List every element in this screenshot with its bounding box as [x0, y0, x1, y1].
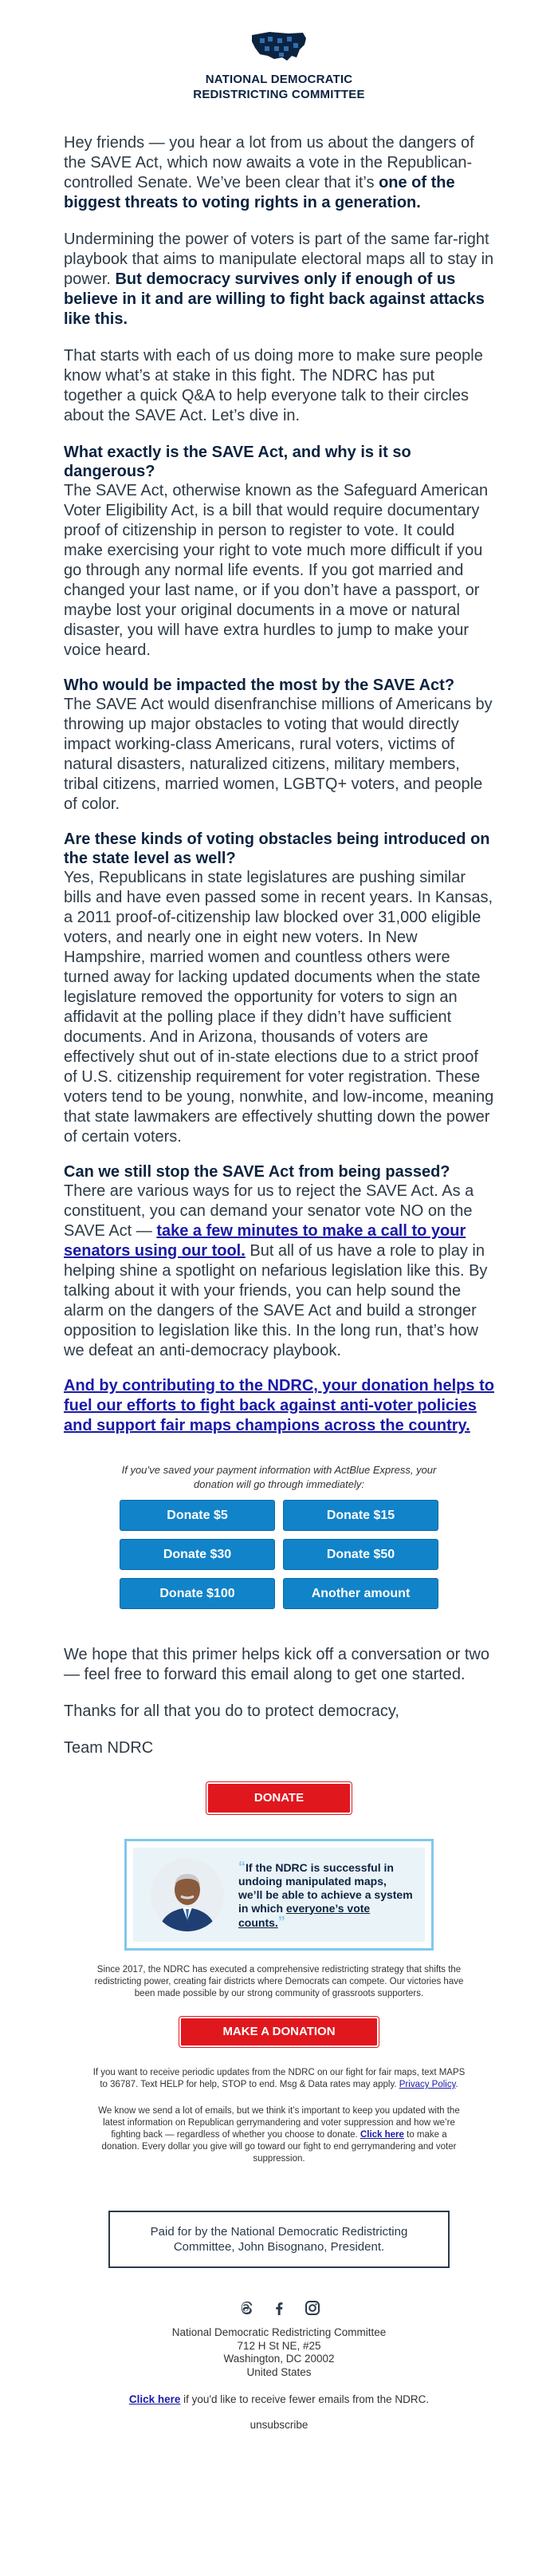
closing-paragraph-1: We hope that this primer helps kick off a conversation or two — feel free to forward this email along to get one started.: [64, 1646, 489, 1683]
org-name: [64, 72, 494, 102]
qa-question: Who would be impacted the most by the SAVE Act?: [64, 677, 455, 694]
qa-item-stop: [64, 1162, 494, 1361]
intro-p2-bold: But democracy survives only if enough of us believe in it and are willing to fight back against attacks like this.: [64, 270, 485, 328]
quote-close-mark: ”: [277, 1913, 285, 1930]
intro-paragraph-1: [64, 133, 494, 213]
org-name-line1: NATIONAL DEMOCRATIC: [205, 73, 353, 86]
call-senators-link[interactable]: take a few minutes to make a call to your senators using our tool.: [64, 1222, 466, 1260]
donate-click-here-link[interactable]: Click here: [360, 2130, 404, 2140]
donate-15-button[interactable]: Donate $15: [283, 1500, 438, 1531]
privacy-policy-link[interactable]: Privacy Policy: [399, 2080, 456, 2089]
stop-answer-after: But all of us have a role to play in helping shine a spotlight on nefarious legislation like this. By talking about it with your friends, you can help sound the alarm on the dangers of the SAVE Act and build a stronger opposition to legislation like this. In the long run, that’s how we defeat an anti-democracy playbook.: [64, 1242, 488, 1359]
donate-50-button[interactable]: Donate $50: [283, 1539, 438, 1570]
address-line: 712 H St NE, #25: [237, 2339, 321, 2352]
qa-answer: Yes, Republicans in state legislatures are pushing similar bills and have even passed some in recent years. In Kansas, a 2011 proof-of-citizenship law blocked over 31,000 eligible voters, and nearly one in eight new voters. In New Hampshire, married women and countless others were turned away for lacking updated documents when the state legislature removed the opportunity for voters to sign an affidavit at the polling place if they didn’t have sufficient documents. And in Arizona, thousands of voters are effectively shut out of in-state elections due to a strict proof of U.S. citizenship requirement for voter registration. These voters tend to be young, nonwhite, and low-income, meaning that state lawmakers are effectively shutting down the power of certain voters.: [64, 869, 494, 1146]
sms-end: .: [455, 2080, 458, 2089]
intro-p1-bold: one of the biggest threats to voting rights in a generation.: [64, 174, 455, 211]
org-name-line2: REDISTRICTING COMMITTEE: [193, 88, 365, 101]
qa-question: Can we still stop the SAVE Act from being passed?: [64, 1163, 450, 1181]
qa-item: [64, 676, 494, 815]
fewer-emails-text: [64, 2393, 494, 2405]
actblue-note: If you’ve saved your payment information with ActBlue Express, your donation will go through immediately:: [121, 1464, 437, 1490]
signature: Team NDRC: [64, 1739, 154, 1757]
intro-paragraph-2: [64, 230, 494, 329]
facebook-icon[interactable]: [270, 2299, 288, 2317]
qa-answer: The SAVE Act, otherwise known as the Safeguard American Voter Eligibility Act, is a bill that would require documentary proof of citizenship in person to register to vote. It could make exercising your right to vote much more difficult if you go through any normal life events. If you got married and changed your last name, or if you don’t have a passport, or maybe lost your original documents in a move or natural disaster, you will have extra hurdles to jump to make your voice heard.: [64, 482, 489, 659]
we-know-after: to make a donation. Every dollar you give will go toward our fight to end gerrymandering and voter suppression.: [101, 2130, 457, 2164]
we-know-before: We know we send a lot of emails, but we think it’s important to keep you updated with the latest information on Republican gerrymandering and voter suppression and how we’re fighting back — regardless of whether you choose to donate.: [98, 2106, 460, 2140]
qa-question: Are these kinds of voting obstacles being introduced on the state level as well?: [64, 830, 490, 867]
qa-answer: [64, 1181, 494, 1361]
donate-button[interactable]: DONATE: [206, 1782, 352, 1814]
donate-30-button[interactable]: Donate $30: [120, 1539, 275, 1570]
address-line: National Democratic Redistricting Committee: [171, 2326, 387, 2338]
donate-100-button[interactable]: Donate $100: [120, 1578, 275, 1609]
donate-button-grid: [120, 1500, 438, 1609]
qa-item: [64, 443, 494, 661]
since-2017-text: Since 2017, the NDRC has executed a comprehensive redistricting strategy that shifts the redistricting power, creating fair districts where Democrats can compete. Our victories have been made possible by our strong community of grassroots supporters.: [94, 1965, 464, 1998]
quote-box: [124, 1839, 434, 1951]
intro-p2-text: Undermining the power of voters is part of the same far-right playbook that aims to manipulate electoral maps all to stay in power.: [64, 231, 494, 288]
fewer-emails-rest: if you'd like to receive fewer emails from the NDRC.: [180, 2393, 430, 2405]
make-a-donation-button[interactable]: MAKE A DONATION: [179, 2017, 379, 2047]
sms-text: If you want to receive periodic updates from the NDRC on our fight for fair maps, text MAPS to 36787. Text HELP for help, STOP to end. Msg & Data rates may apply.: [92, 2068, 466, 2089]
social-links: [64, 2299, 494, 2317]
we-know-text: [92, 2105, 466, 2165]
closing-paragraph-2: Thanks for all that you do to protect democracy,: [64, 1702, 399, 1720]
donate-5-button[interactable]: Donate $5: [120, 1500, 275, 1531]
qa-answer: The SAVE Act would disenfranchise millions of Americans by throwing up major obstacles to voting that would directly impact working-class Americans, rural voters, victims of natural disasters, naturalized citizens, military members, tribal citizens, married women, LGBTQ+ voters, and people of color.: [64, 696, 493, 813]
intro-p1-text: Hey friends — you hear a lot from us about the dangers of the SAVE Act, which now awaits a vote in the Republican-controlled Senate. We’ve been clear that it’s: [64, 134, 474, 191]
address-line: Washington, DC 20002: [223, 2353, 335, 2365]
unsubscribe-link[interactable]: unsubscribe: [250, 2419, 308, 2431]
quote-text: [238, 1860, 414, 1930]
quote-open-mark: “: [238, 1858, 246, 1875]
intro-paragraph-3: That starts with each of us doing more to make sure people know what’s at stake in this fight. The NDRC has put together a quick Q&A to help everyone talk to their circles about the SAVE Act. Let’s dive in.: [64, 347, 483, 424]
avatar: [151, 1858, 224, 1931]
qa-item: [64, 830, 494, 1147]
address-line: United States: [246, 2365, 312, 2378]
stop-answer-before: There are various ways for us to reject the SAVE Act. As a constituent, you can demand your senator vote NO on the SAVE Act —: [64, 1182, 474, 1240]
paid-for-disclaimer: Paid for by the National Democratic Redistricting Committee, John Bisognano, President.: [108, 2211, 450, 2268]
email-header: [64, 0, 494, 102]
instagram-icon[interactable]: [304, 2299, 321, 2317]
threads-icon[interactable]: [237, 2299, 254, 2317]
quote-plain: If the NDRC is successful in undoing manipulated maps, we’ll be able to achieve a system in which: [238, 1860, 413, 1915]
fewer-emails-link[interactable]: Click here: [128, 2393, 181, 2405]
quote-underlined: everyone’s vote counts.: [238, 1901, 371, 1929]
qa-question: What exactly is the SAVE Act, and why is it so dangerous?: [64, 444, 411, 480]
contribute-cta-link[interactable]: And by contributing to the NDRC, your donation helps to fuel our efforts to fight back against anti-voter policies and support fair maps champions across the country.: [64, 1377, 494, 1434]
mailing-address: [64, 2326, 494, 2379]
us-map-logo-icon[interactable]: [247, 27, 311, 67]
sms-updates-text: [92, 2067, 466, 2091]
donate-another-amount-button[interactable]: Another amount: [283, 1578, 438, 1609]
quote-inner: [133, 1848, 425, 1942]
